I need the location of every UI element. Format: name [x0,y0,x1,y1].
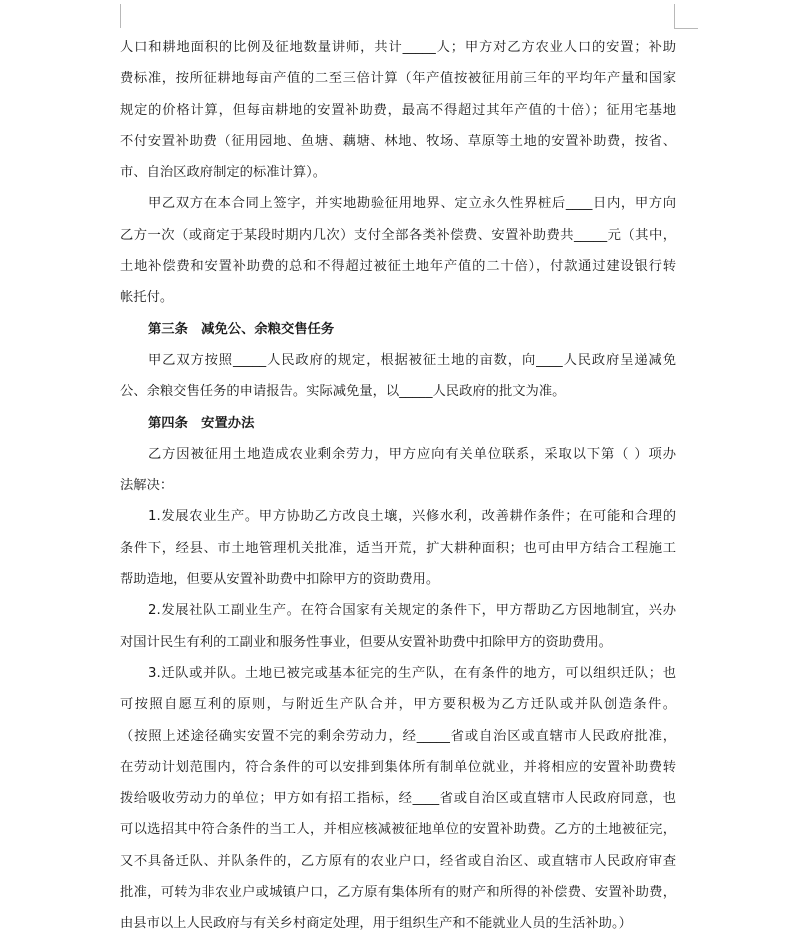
text-line: 甲乙双方在本合同上签字，并实地勘验征用地界、定立永久性界桩后____日内，甲方向 [148,196,676,212]
crop-mark-top-left [120,4,121,28]
text-line: 人口和耕地面积的比例及征地数量讲师，共计_____人；甲方对乙方农业人口的安置；补助 [120,40,676,55]
text-line: （按照上述途径确实安置不完的剩余劳动力，经_____省或自治区或直辖市人民政府批准， [120,728,676,744]
document-body [120,32,676,940]
text-line: 法解决： [120,478,174,494]
text-line: 费标准，按所征耕地每亩产值的二至三倍计算（年产值按被征用前三年的平均年产量和国家 [120,71,676,87]
text-line: 公、余粮交售任务的申请报告。实际减免量，以_____人民政府的批文为准。 [120,384,566,400]
text-line: 乙方一次（或商定于某段时期内几次）支付全部各类补偿费、安置补助费共_____元（其中， [120,227,676,243]
text-line: 乙方因被征用土地造成农业剩余劳力，甲方应向有关单位联系，采取以下第（ ）项办 [148,446,676,462]
text-line: 规定的价格计算，但每亩耕地的安置补助费，最高不得超过其年产值的十倍）；征用宅基地 [120,102,676,118]
text-line: 在劳动计划范围内，符合条件的可以安排到集体所有制单位就业，并将相应的安置补助费转 [120,759,676,775]
text-line: 可以选招其中符合条件的当工人，并相应核减被征地单位的安置补助费。乙方的土地被征完， [120,822,676,838]
text-line: 条件下，经县、市土地管理机关批准，适当开荒，扩大耕种面积；也可由甲方结合工程施工 [120,540,676,556]
text-line: 2.发展社队工副业生产。在符合国家有关规定的条件下，甲方帮助乙方因地制宜，兴办 [148,603,676,619]
section-heading: 第四条 安置办法 [148,415,255,431]
text-line: 批准，可转为非农业户或城镇户口，乙方原有集体所有的财产和所得的补偿费、安置补助费， [120,885,676,901]
text-line: 对国计民生有利的工副业和服务性事业，但要从安置补助费中扣除甲方的资助费用。 [120,634,612,650]
text-line: 由县市以上人民政府与有关乡村商定处理，用于组织生产和不能就业人员的生活补助。） [120,916,632,932]
text-line: 3.迁队或并队。土地已被完或基本征完的生产队，在有条件的地方，可以组织迁队；也 [148,665,676,681]
text-line: 帐托付。 [120,290,174,306]
text-line: 可按照自愿互利的原则，与附近生产队合并，甲方要积极为乙方迁队或并队创造条件。 [120,697,676,713]
text-line: 土地补偿费和安置补助费的总和不得超过被征土地年产值的二十倍），付款通过建设银行转 [120,259,676,275]
text-line: 又不具备迁队、并队条件的，乙方原有的农业户口，经省或自治区、或直辖市人民政府审查 [120,853,676,869]
text-line: 市、自治区政府制定的标准计算）。 [120,165,327,181]
section-heading: 第三条 减免公、余粮交售任务 [148,321,335,337]
text-line: 1.发展农业生产。甲方协助乙方改良土壤，兴修水利，改善耕作条件；在可能和合理的 [148,509,676,525]
text-line: 帮助造地，但要从安置补助费中扣除甲方的资助费用。 [120,572,440,588]
text-line: 甲乙双方按照_____人民政府的规定，根据被征土地的亩数，向____人民政府呈递减免 [148,352,676,368]
crop-mark-top-right-vertical [674,4,675,28]
crop-mark-top-right-horizontal [674,28,698,29]
text-line: 不付安置补助费（征用园地、鱼塘、藕塘、林地、牧场、草原等土地的安置补助费，按省、 [120,133,676,149]
text-line: 拨给吸收劳动力的单位；甲方如有招工指标，经____省或自治区或直辖市人民政府同意，也 [120,791,676,807]
